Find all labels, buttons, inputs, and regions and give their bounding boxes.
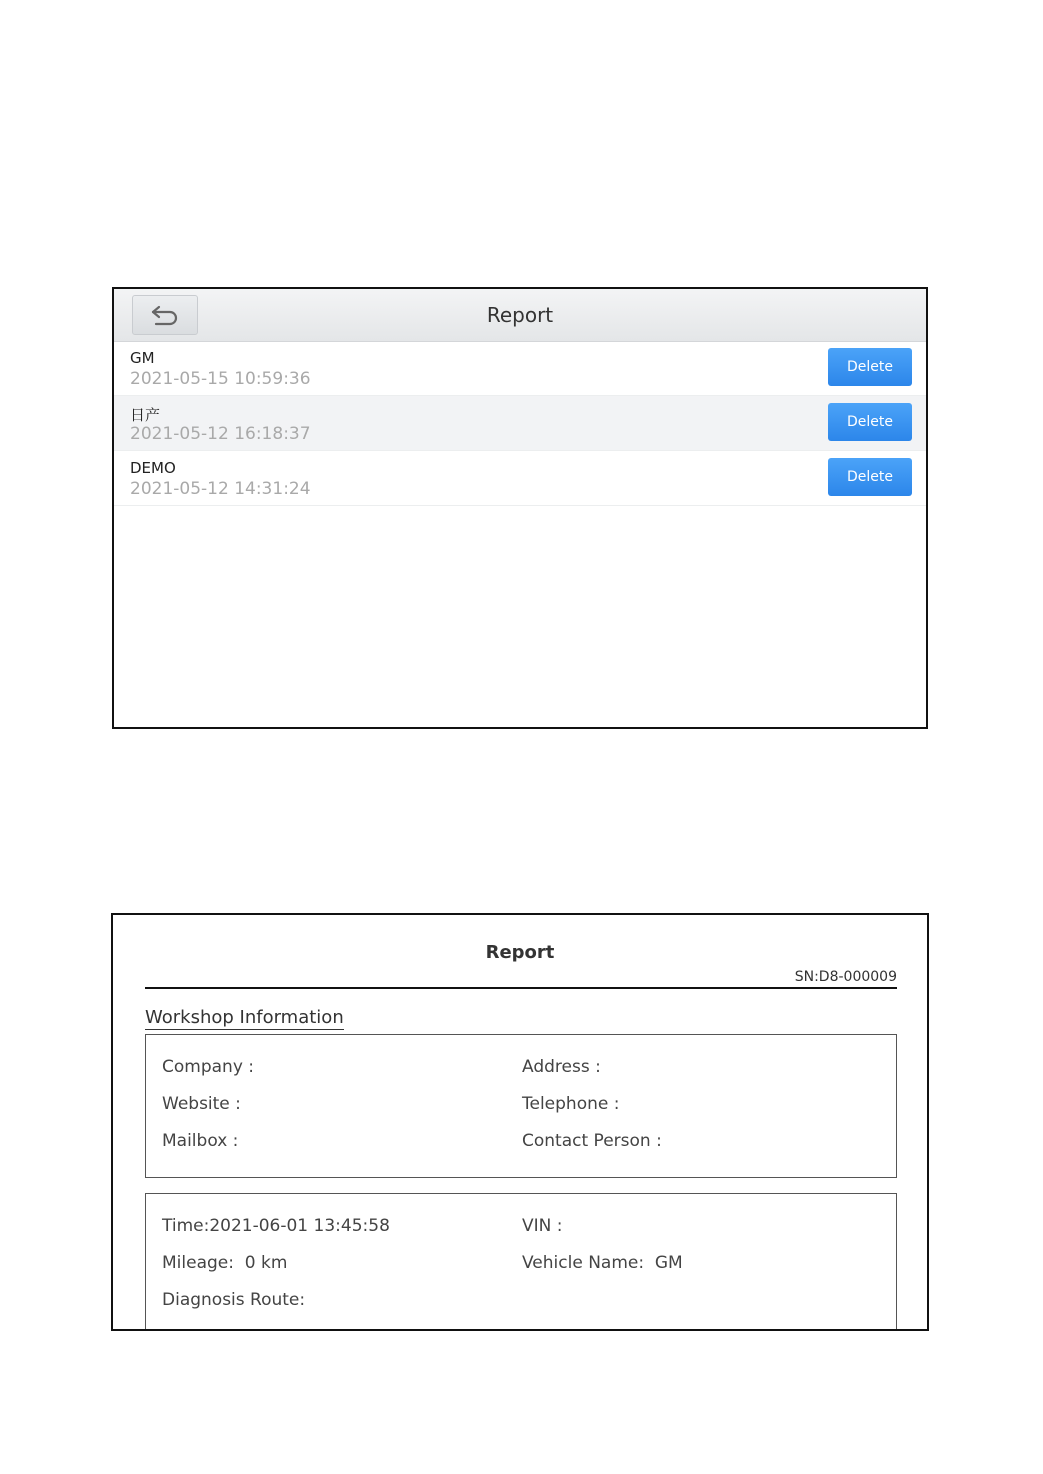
telephone-field: Telephone : xyxy=(522,1094,620,1114)
delete-button[interactable]: Delete xyxy=(828,458,912,496)
report-document xyxy=(111,913,929,1331)
report-time: 2021-05-12 14:31:24 xyxy=(130,479,311,499)
contact-person-field: Contact Person : xyxy=(522,1131,662,1151)
report-time: 2021-05-15 10:59:36 xyxy=(130,369,311,389)
address-field: Address : xyxy=(522,1057,601,1077)
page-title: Report xyxy=(486,303,554,327)
divider xyxy=(145,987,897,989)
vehicle-name-field: Vehicle Name: GM xyxy=(522,1253,683,1273)
delete-button[interactable]: Delete xyxy=(828,403,912,441)
report-name: DEMO xyxy=(130,459,176,477)
serial-number: SN:D8-000009 xyxy=(794,969,897,985)
list-item[interactable] xyxy=(114,341,926,396)
workshop-info-box xyxy=(145,1034,897,1178)
delete-button[interactable]: Delete xyxy=(828,348,912,386)
vehicle-info-box xyxy=(145,1193,897,1331)
vin-field: VIN : xyxy=(522,1216,563,1236)
diagnosis-route-field: Diagnosis Route: xyxy=(162,1290,306,1310)
company-field: Company : xyxy=(162,1057,255,1077)
report-list-screen xyxy=(112,287,928,729)
list-item[interactable] xyxy=(114,451,926,506)
report-name: 日产 xyxy=(130,406,161,424)
list-item[interactable] xyxy=(114,396,926,451)
report-time: 2021-05-12 16:18:37 xyxy=(130,424,311,444)
website-field: Website : xyxy=(162,1094,241,1114)
title-bar xyxy=(114,289,926,342)
report-name: GM xyxy=(130,349,155,367)
document-title: Report xyxy=(485,942,555,963)
mailbox-field: Mailbox : xyxy=(162,1131,239,1151)
workshop-heading: Workshop Information xyxy=(145,1007,344,1028)
time-field: Time:2021-06-01 13:45:58 xyxy=(162,1216,390,1236)
mileage-field: Mileage: 0 km xyxy=(162,1253,288,1273)
